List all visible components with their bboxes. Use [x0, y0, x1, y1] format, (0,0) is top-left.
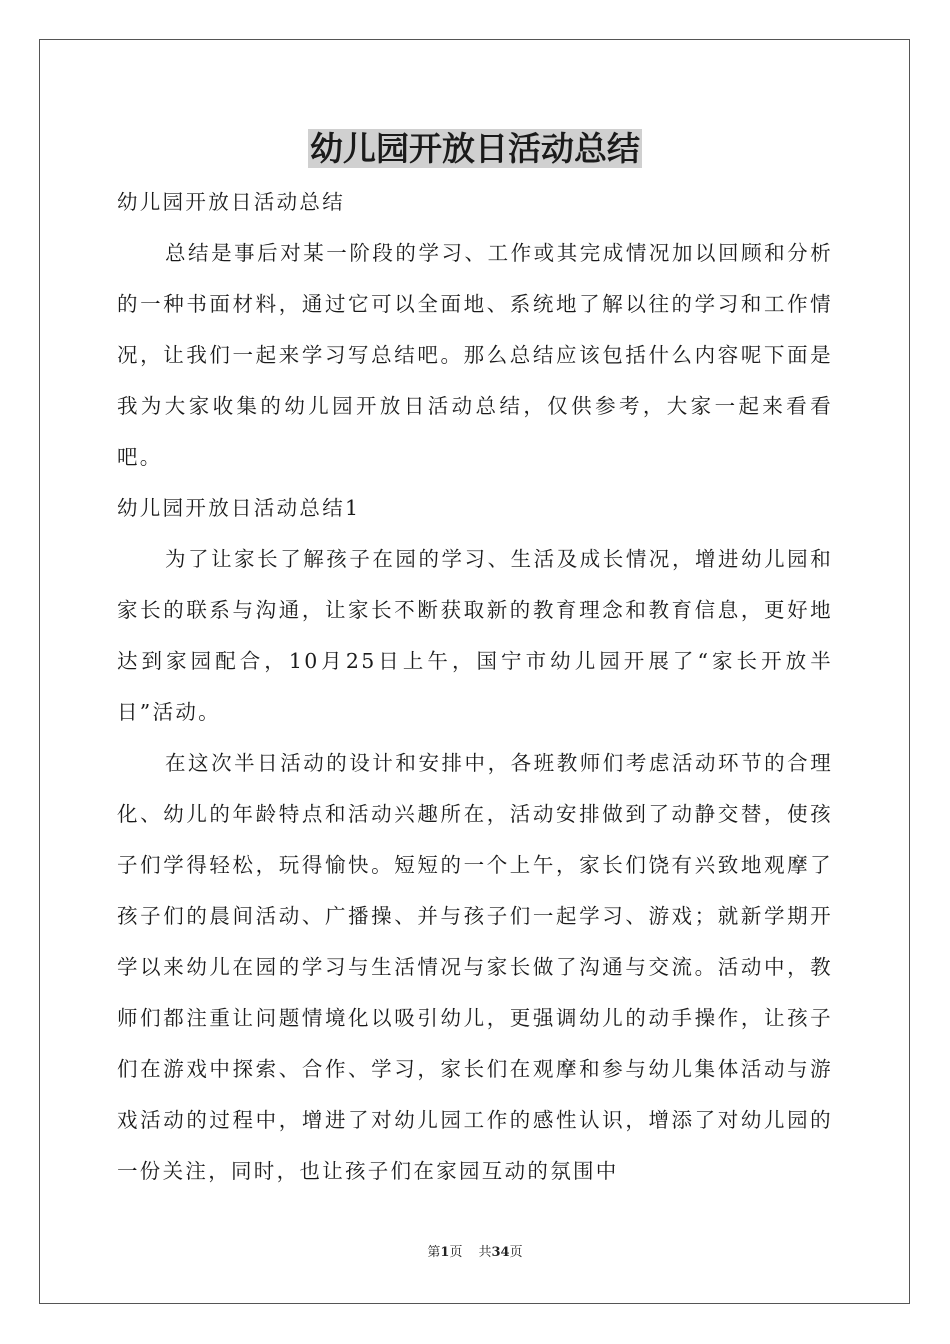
document-body: [117, 177, 833, 1197]
total-page-count: 34: [491, 1245, 510, 1260]
total-suffix: 页: [509, 1245, 523, 1260]
page-suffix: 页: [449, 1245, 463, 1260]
page-prefix: 第: [427, 1245, 441, 1260]
page-footer: [0, 1244, 950, 1262]
total-prefix: 共: [478, 1245, 492, 1260]
document-title: [0, 126, 950, 172]
subtitle-line: 幼儿园开放日活动总结: [117, 190, 345, 214]
intro-paragraph: 总结是事后对某一阶段的学习、工作或其完成情况加以回顾和分析的一种书面材料，通过它可以全面地、系统地了解以往的学习和工作情况，让我们一起来学习写总结吧。那么总结应该包括什么内容呢下面是我为大家收集的幼儿园开放日活动总结，仅供参考，大家一起来看看吧。: [117, 241, 833, 469]
body-paragraph-1: 为了让家长了解孩子在园的学习、生活及成长情况，增进幼儿园和家长的联系与沟通，让家长不断获取新的教育理念和教育信息，更好地达到家园配合，10月25日上午，国宁市幼儿园开展了“家长开放半日”活动。: [117, 547, 833, 724]
section-heading: 幼儿园开放日活动总结1: [117, 496, 361, 520]
current-page-number: 1: [440, 1245, 450, 1260]
document-title-text: 幼儿园开放日活动总结: [310, 129, 640, 168]
body-paragraph-2: 在这次半日活动的设计和安排中，各班教师们考虑活动环节的合理化、幼儿的年龄特点和活动兴趣所在，活动安排做到了动静交替，使孩子们学得轻松，玩得愉快。短短的一个上午，家长们饶有兴致地观摩了孩子们的晨间活动、广播操、并与孩子们一起学习、游戏；就新学期开学以来幼儿在园的学习与生活情况与家长做了沟通与交流。活动中，教师们都注重让问题情境化以吸引幼儿，更强调幼儿的动手操作，让孩子们在游戏中探索、合作、学习，家长们在观摩和参与幼儿集体活动与游戏活动的过程中，增进了对幼儿园工作的感性认识，增添了对幼儿园的一份关注，同时，也让孩子们在家园互动的氛围中: [117, 751, 833, 1183]
